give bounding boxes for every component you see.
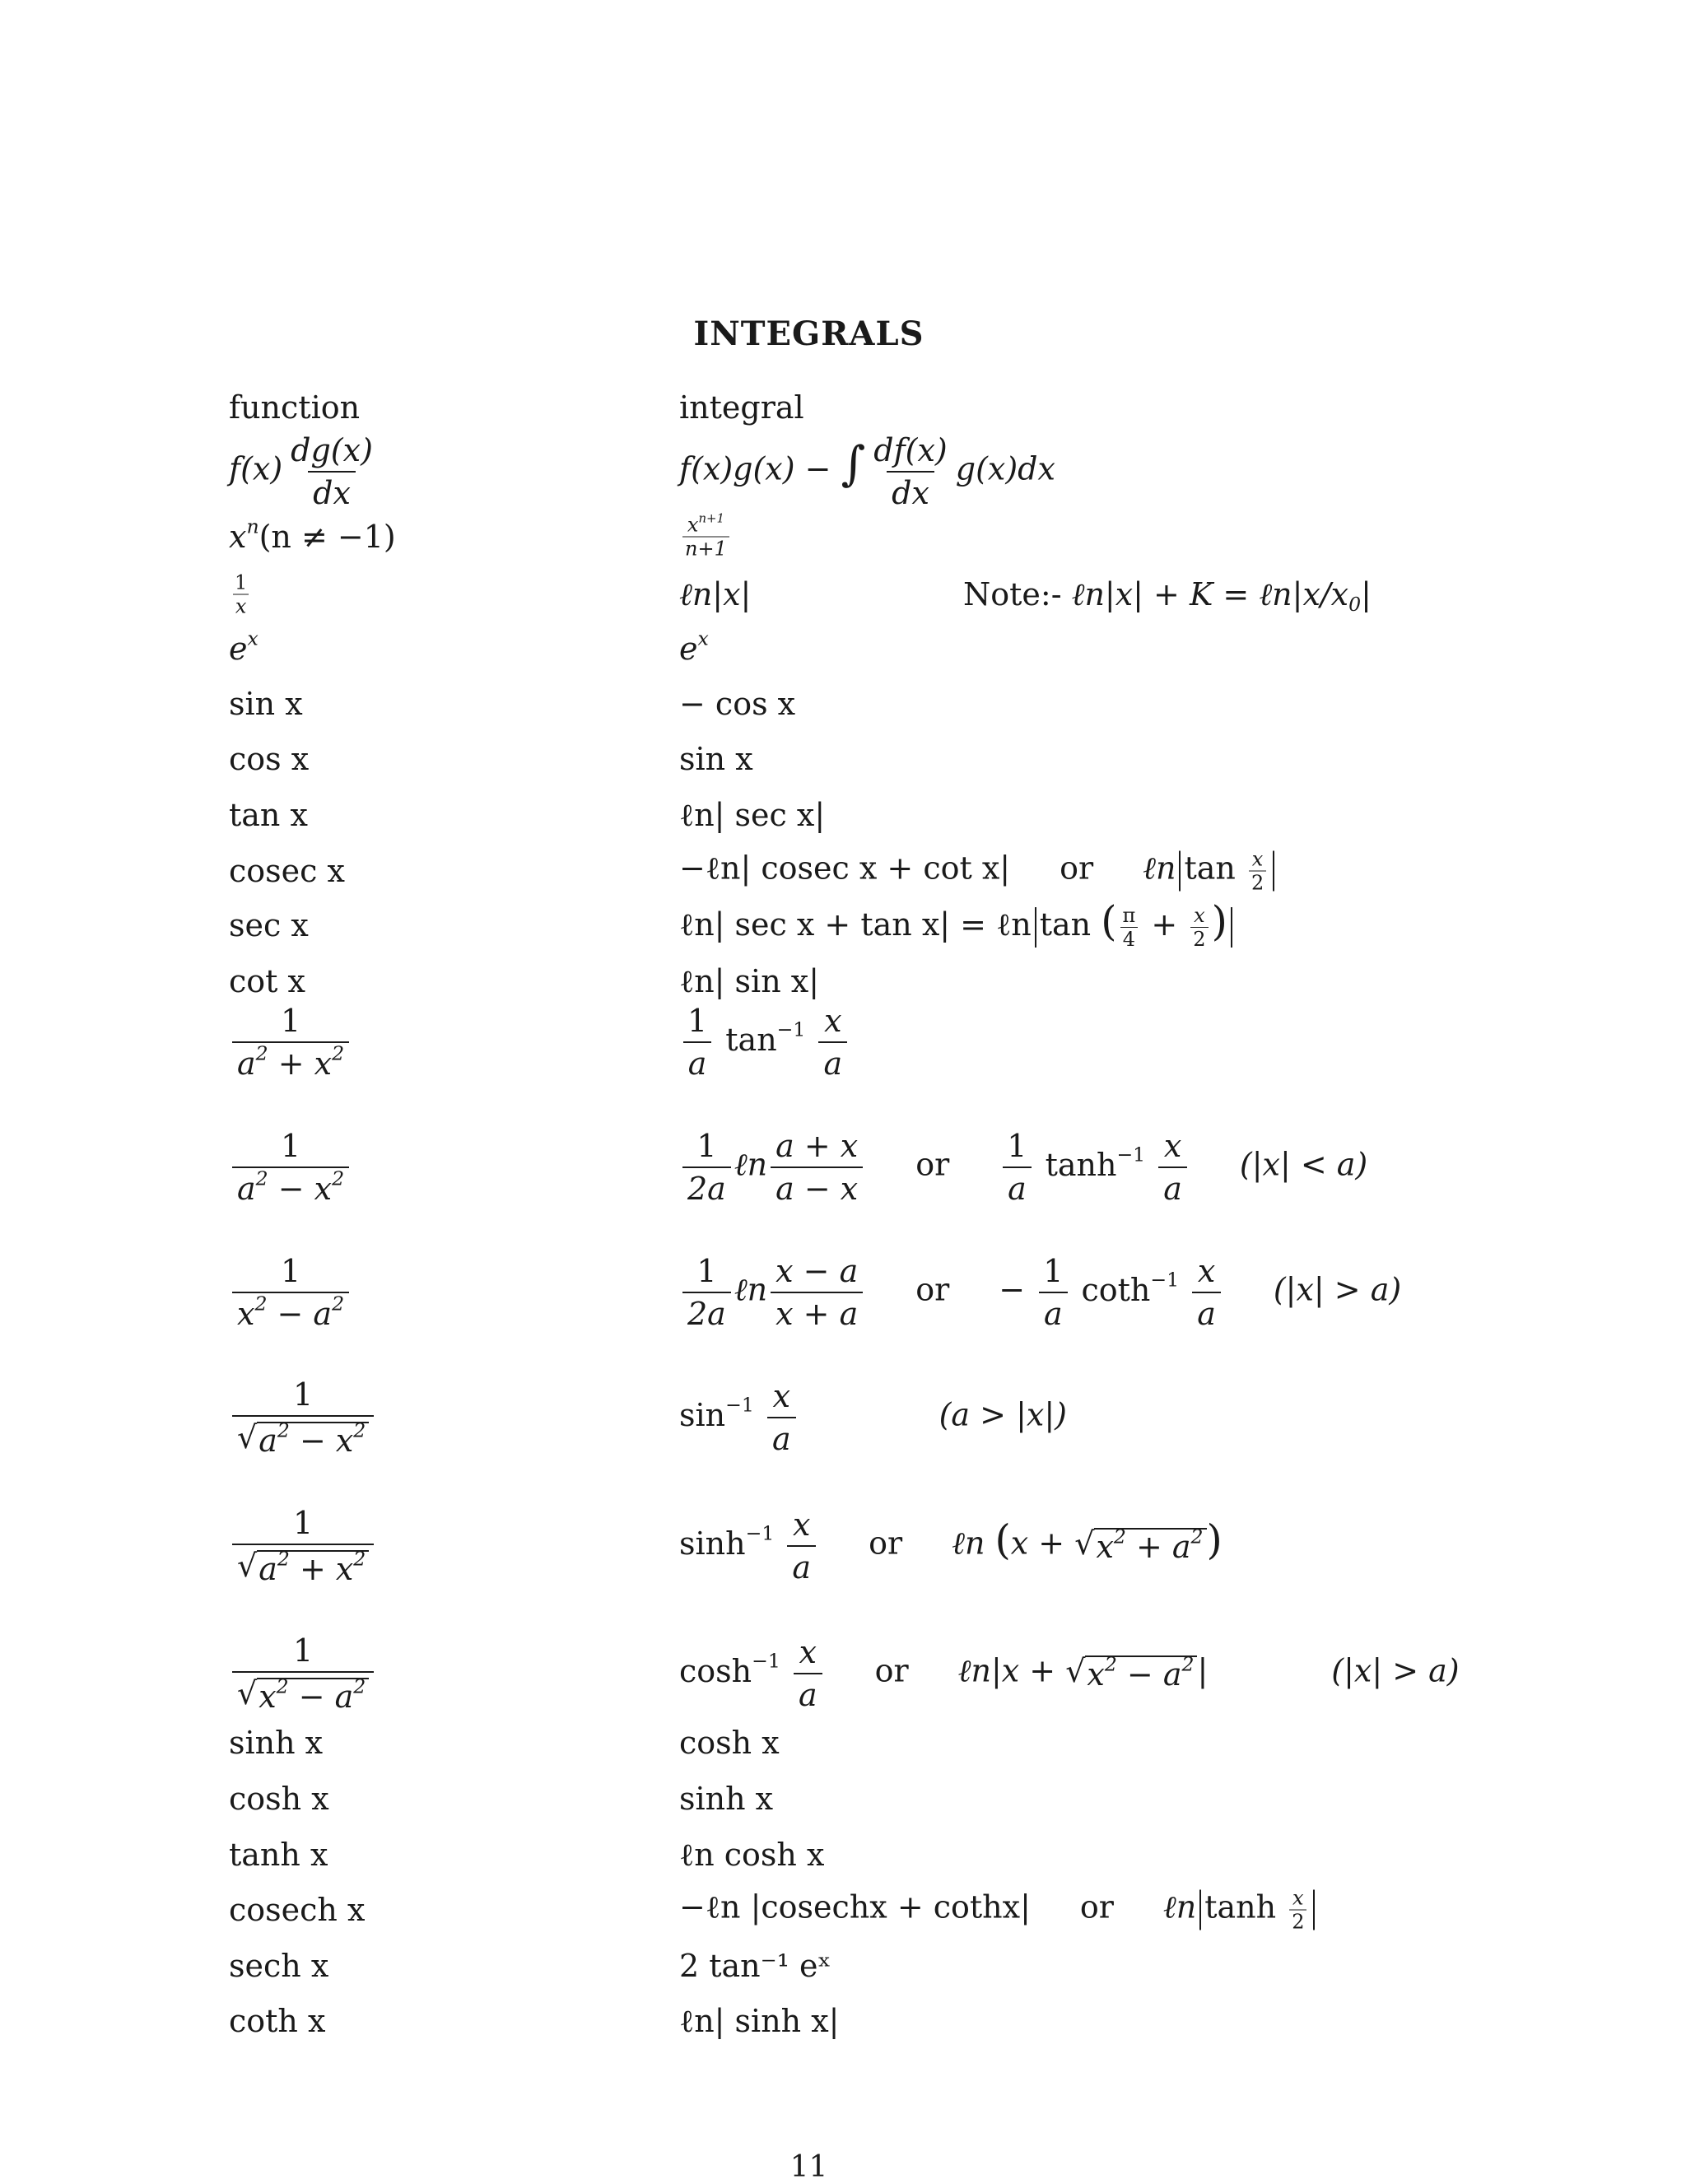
integral-power: $\frac{x^{n+1}}{n+1}$ (679, 515, 733, 559)
integral-asin: $\sin^{-1}$ $\frac{x}{a}$ (a > |x|) (679, 1378, 1067, 1457)
integral-tanh: ℓn cosh x (679, 1837, 825, 1873)
function-tan: tan x (229, 797, 308, 833)
g-suffix: g(x)dx (955, 450, 1055, 487)
function-cosec: cosec x (229, 853, 345, 889)
function-reciprocal: $\frac{1}{x}$ (229, 573, 253, 617)
function-cos: cos x (229, 741, 310, 777)
page-number: 11 (789, 2150, 828, 2184)
note: Note:- ℓn|x| + $K = \ell n|x/x_0|$ (963, 576, 1372, 617)
function-exp: $e^x$ (229, 626, 258, 667)
function-sinh: sinh x (229, 1725, 324, 1761)
function-asin: 1 √ $a^2 - x^2$ (229, 1379, 377, 1456)
function-tanh: tanh x (229, 1837, 328, 1873)
function-cosech: cosech x (229, 1892, 366, 1928)
integral-sign-icon: ∫ (841, 436, 866, 491)
integral-sec: ℓn| sec x + tan x| = ℓn tan ( $\frac{\pi}{4}$ + $\frac{x}{2}$ ) (679, 901, 1236, 949)
integral-by-parts (679, 432, 1055, 511)
integral-sin: − cos x (679, 686, 796, 722)
integral-exp: $e^x$ (679, 626, 709, 667)
df-dx-denominator: dx (887, 471, 934, 509)
page-title: INTEGRALS (693, 314, 925, 353)
df-numerator: df(x) (873, 432, 948, 468)
function-cosh: cosh x (229, 1781, 329, 1817)
fg-prefix: f(x)g(x) − (679, 450, 831, 487)
integral-acoth: $\frac{1}{2a}$ ℓn $\frac{x - a}{x + a}$ or − $\frac{1}{a}$ coth$^{-1}$ $\frac{x}{a}$ (|x| > a) (679, 1255, 1401, 1329)
function-acoth: $\frac{1}{x^2 - a^2}$ (229, 1255, 352, 1329)
function-asinh: 1 √ $a^2 + x^2$ (229, 1507, 377, 1585)
integral-cosh: sinh x (679, 1781, 774, 1817)
integral-reciprocal: ℓn|x| (679, 576, 752, 612)
integral-cosech: −ℓn |cosechx + cothx| or ℓn tanh $\frac{x}{2}$ (679, 1888, 1318, 1932)
note-label: Note:- (963, 576, 1062, 612)
integral-column-header: integral (679, 389, 804, 426)
n-condition: (n ≠ −1) (258, 519, 396, 555)
function-coth: coth x (229, 2003, 326, 2039)
integral-tan: ℓn| sec x| (679, 797, 826, 833)
integral-arctan: $\frac{1}{a}$ $\tan^{-1}$ $\frac{x}{a}$ (679, 1005, 850, 1079)
integral-cosec: −ℓn| cosec x + cot x| or ℓn tan $\frac{x}{2}$ (679, 850, 1278, 893)
function-column-header: function (229, 389, 361, 426)
integral-cos: sin x (679, 741, 753, 777)
integral-acosh: $\cosh^{-1}$ $\frac{x}{a}$ or ℓn|x + √ $x^2 - a^2$ | (|x| > a) (679, 1634, 1460, 1713)
integral-cot: ℓn| sin x| (679, 963, 819, 999)
integral-sinh: cosh x (679, 1725, 780, 1761)
integral-sech: 2 tan⁻¹ eˣ (679, 1948, 831, 1984)
function-arctan: $\frac{1}{a^2 + x^2}$ (229, 1005, 352, 1079)
function-by-parts: f(x) $\frac{dg(x)}{dx}$ (229, 435, 381, 509)
function-cot: cot x (229, 963, 305, 999)
function-sin: sin x (229, 686, 303, 722)
function-acosh: 1 √ $x^2 - a^2$ (229, 1635, 377, 1712)
integral-atanh: $\frac{1}{2a}$ ℓn $\frac{a + x}{a - x}$ or $\frac{1}{a}$ $\tanh^{-1}$ $\frac{x}{a}$ (|x| < a) (679, 1130, 1367, 1204)
dg-numerator: dg(x) (291, 432, 373, 468)
function-atanh: $\frac{1}{a^2 - x^2}$ (229, 1130, 352, 1204)
dx-denominator: dx (308, 471, 356, 509)
integral-asinh: $\sinh^{-1}$ $\frac{x}{a}$ or ℓn (x + √ $x^2 + a^2$ ) (679, 1506, 1223, 1586)
function-sec: sec x (229, 907, 309, 943)
integral-coth: ℓn| sinh x| (679, 2003, 840, 2039)
function-power: $x^n(n \ne -1)$ (229, 515, 396, 555)
function-sech: sech x (229, 1948, 329, 1984)
